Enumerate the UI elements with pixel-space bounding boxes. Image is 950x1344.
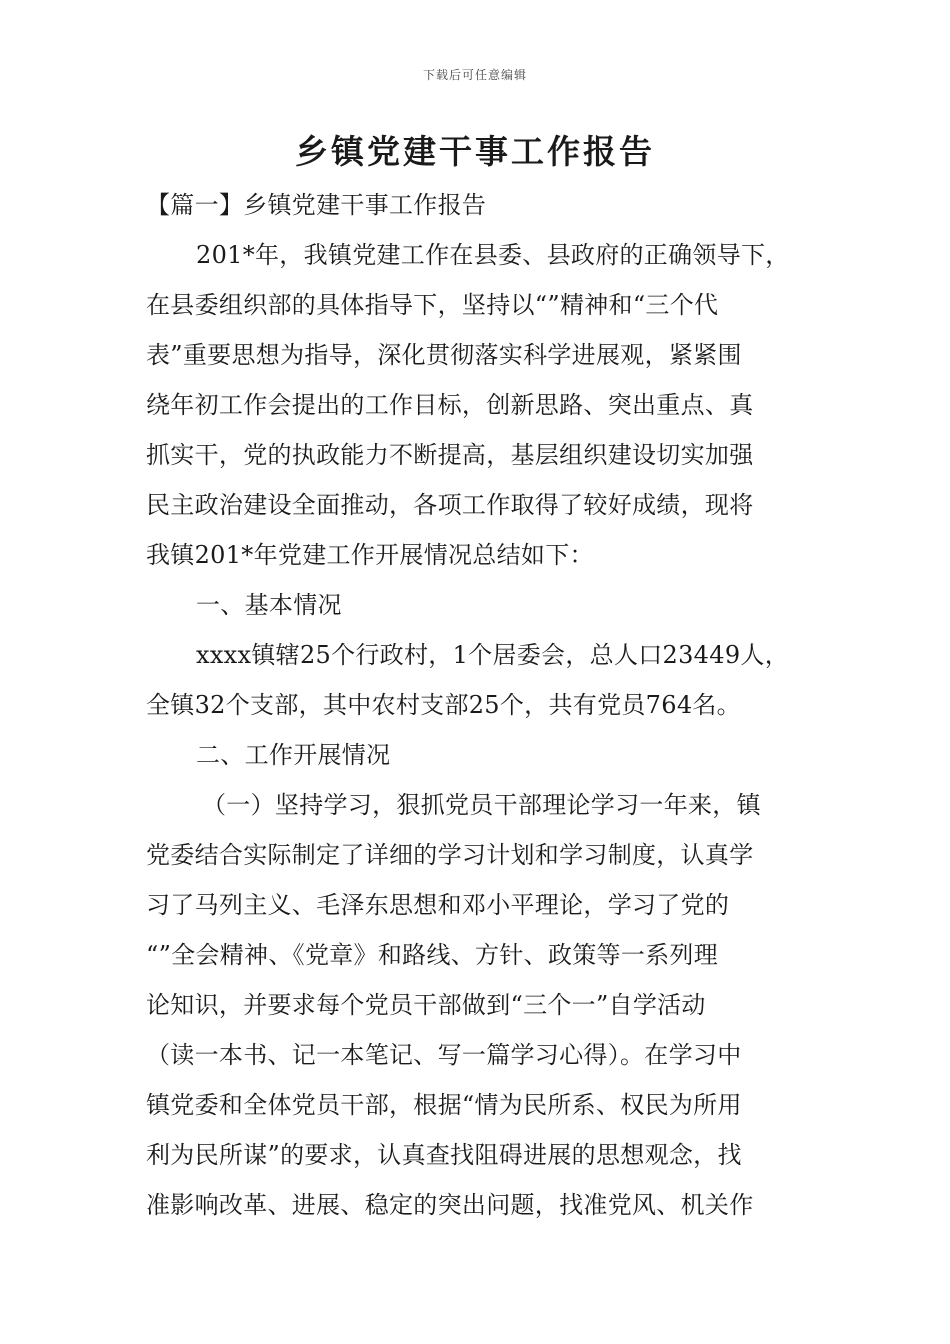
body-line: 论知识，并要求每个党员干部做到“三个一”自学活动 [146,991,706,1019]
subsection-heading: 二、工作开展情况 [196,741,391,769]
body-line: 绕年初工作会提出的工作目标，创新思路、突出重点、真 [146,391,754,419]
document-body [146,180,814,1230]
body-line: xxxx镇辖25个行政村，1个居委会，总人口23449人， [196,641,789,669]
body-line: 201*年，我镇党建工作在县委、县政府的正确领导下， [196,241,790,269]
subsection-heading: 一、基本情况 [196,591,342,619]
body-line: 习了马列主义、毛泽东思想和邓小平理论，学习了党的 [146,891,730,919]
body-line: 党委结合实际制定了详细的学习计划和学习制度，认真学 [146,841,754,869]
section-heading: 【篇一】乡镇党建干事工作报告 [146,191,487,219]
body-line: 镇党委和全体党员干部，根据“情为民所系、权民为所用 [146,1091,742,1119]
body-line: 表”重要思想为指导，深化贯彻落实科学进展观，紧紧围 [146,341,742,369]
body-line: （一）坚持学习，狠抓党员干部理论学习一年来，镇 [202,791,761,819]
body-line: 全镇32个支部，其中农村支部25个，共有党员764名。 [146,691,741,719]
body-line: 利为民所谋”的要求，认真查找阻碍进展的思想观念，找 [146,1141,742,1169]
body-line: “”全会精神、《党章》和路线、方针、政策等一系列理 [146,941,719,969]
body-line: （读一本书、记一本笔记、写一篇学习心得）。在学习中 [146,1041,742,1069]
header-note: 下载后可任意编辑 [422,68,527,82]
body-line: 准影响改革、进展、稳定的突出问题，找准党风、机关作 [146,1191,754,1219]
document-title: 乡镇党建干事工作报告 [295,132,655,171]
body-line: 我镇201*年党建工作开展情况总结如下： [146,541,594,569]
body-line: 抓实干，党的执政能力不断提高，基层组织建设切实加强 [146,441,754,469]
body-line: 民主政治建设全面推动，各项工作取得了较好成绩，现将 [146,491,754,519]
body-line: 在县委组织部的具体指导下，坚持以“”精神和“三个代 [146,291,719,319]
